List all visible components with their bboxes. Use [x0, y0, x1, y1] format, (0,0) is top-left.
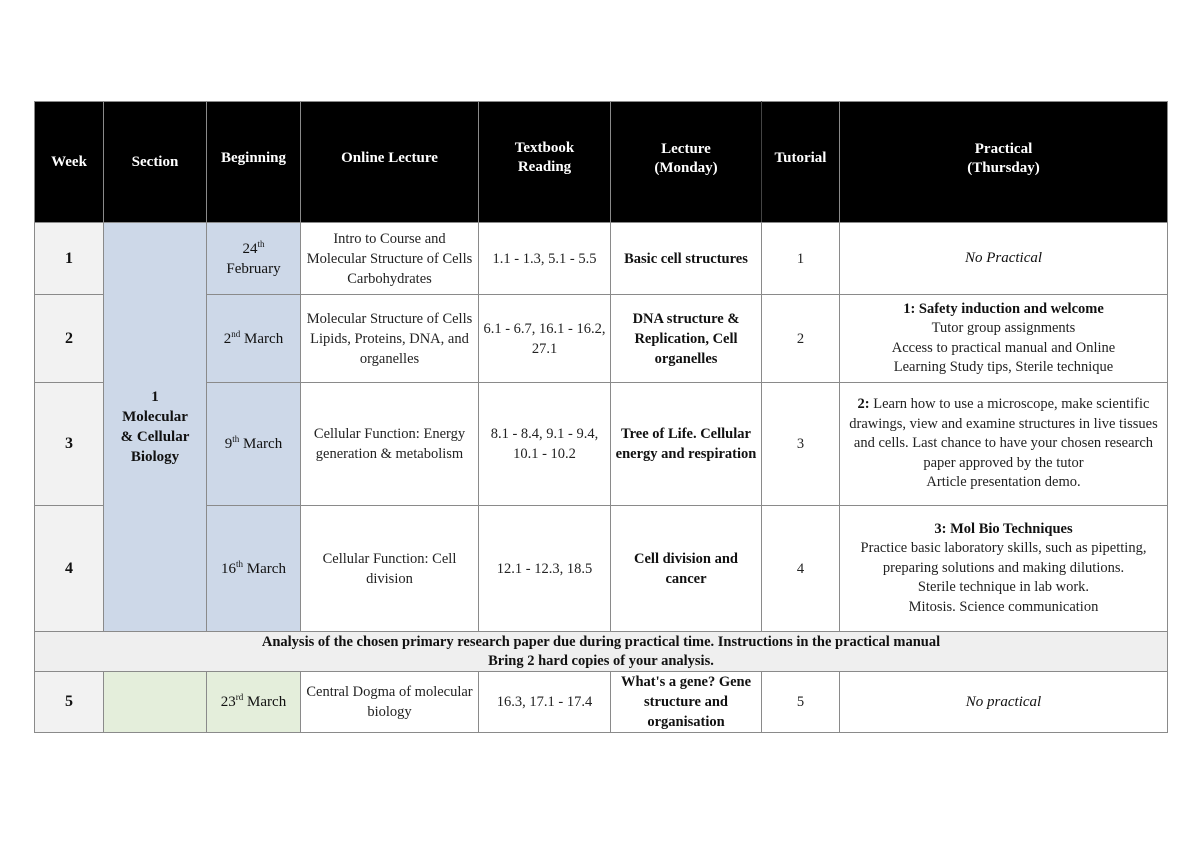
date-month: March [244, 330, 284, 347]
notice-cell [35, 632, 1168, 672]
notice-row [35, 632, 1168, 672]
week-number: 3 [35, 383, 104, 506]
section-cell [104, 223, 207, 632]
practical-line: Practice basic laboratory skills, such as pipetting, preparing solutions and making dilutions. [860, 540, 1147, 576]
notice-line1: Analysis of the chosen primary research paper due during practical time. Instructions in the practical manual [261, 633, 941, 650]
date-month: March [247, 694, 287, 710]
textbook-reading: 6.1 - 6.7, 16.1 - 16.2, 27.1 [479, 295, 611, 383]
lecture-topic: Cell division and cancer [611, 506, 762, 632]
practical-cell [840, 506, 1168, 632]
header-practical-line2: (Thursday) [967, 160, 1040, 176]
section-name-line1: Molecular [122, 409, 188, 425]
date-day: 9 [224, 436, 233, 452]
week-number: 1 [35, 223, 104, 295]
beginning-date [207, 506, 301, 632]
practical-line: Mitosis. Science communication [908, 598, 1099, 615]
section-cell [104, 672, 207, 733]
header-textbook-line2: Reading [517, 158, 572, 175]
section-number: 1 [151, 389, 159, 405]
lecture-topic: Basic cell structures [611, 223, 762, 295]
practical-line: Learn how to use a microscope, make scientific drawings, view and examine structures in live tissues and cells. Last chance to have your chosen research paper approved by the tutor [849, 396, 1158, 471]
section-name-line2: & Cellular [120, 429, 190, 445]
header-textbook-line1: Textbook [514, 139, 575, 156]
date-day: 16 [221, 560, 237, 577]
date-suffix: th [257, 238, 265, 249]
header-online-lecture: Online Lecture [301, 102, 479, 223]
date-day: 2 [223, 330, 232, 347]
online-lecture: Cellular Function: Cell division [301, 506, 479, 632]
lecture-topic: What's a gene? Gene structure and organisation [611, 672, 762, 733]
notice-line2: Bring 2 hard copies of your analysis. [488, 652, 714, 669]
header-lecture [611, 102, 762, 223]
practical-title: 1: Safety induction and welcome [903, 300, 1104, 317]
tutorial-number: 2 [762, 295, 840, 383]
header-beginning: Beginning [207, 102, 301, 223]
practical-title: 3: Mol Bio Techniques [934, 520, 1073, 537]
textbook-reading: 12.1 - 12.3, 18.5 [479, 506, 611, 632]
date-suffix: nd [231, 328, 241, 339]
practical-cell [840, 295, 1168, 383]
date-suffix: rd [235, 692, 244, 702]
practical-line: Sterile technique in lab work. [917, 579, 1090, 596]
header-tutorial: Tutorial [762, 102, 840, 223]
header-section: Section [104, 102, 207, 223]
header-practical-line1: Practical [974, 141, 1033, 157]
week-number: 2 [35, 295, 104, 383]
practical-cell: No Practical [840, 223, 1168, 295]
header-practical [840, 102, 1168, 223]
date-suffix: th [236, 558, 244, 569]
practical-title: 2: [857, 396, 870, 413]
practical-cell: No practical [840, 672, 1168, 733]
tutorial-number: 1 [762, 223, 840, 295]
beginning-date [207, 295, 301, 383]
header-textbook-reading [479, 102, 611, 223]
textbook-reading: 8.1 - 8.4, 9.1 - 9.4, 10.1 - 10.2 [479, 383, 611, 506]
date-month: March [246, 560, 286, 577]
online-lecture: Central Dogma of molecular biology [301, 672, 479, 733]
practical-line: Article presentation demo. [926, 474, 1081, 491]
beginning-date [207, 383, 301, 506]
header-lecture-line2: (Monday) [654, 160, 718, 176]
date-day: 24 [242, 240, 258, 257]
lecture-topic: Tree of Life. Cellular energy and respiration [611, 383, 762, 506]
week-number: 4 [35, 506, 104, 632]
week-number: 5 [35, 672, 104, 733]
schedule-table [34, 101, 1168, 733]
date-month: February [226, 260, 281, 277]
practical-cell [840, 383, 1168, 506]
table-row [35, 223, 1168, 295]
practical-line: Learning Study tips, Sterile technique [893, 359, 1114, 375]
lecture-topic: DNA structure & Replication, Cell organelles [611, 295, 762, 383]
textbook-reading: 1.1 - 1.3, 5.1 - 5.5 [479, 223, 611, 295]
tutorial-number: 3 [762, 383, 840, 506]
practical-line: Tutor group assignments [931, 320, 1076, 336]
header-lecture-line1: Lecture [661, 141, 711, 157]
tutorial-number: 4 [762, 506, 840, 632]
beginning-date [207, 672, 301, 733]
section-name-line3: Biology [130, 449, 180, 465]
tutorial-number: 5 [762, 672, 840, 733]
date-month: March [243, 436, 283, 452]
date-day: 23 [220, 694, 236, 710]
online-lecture: Intro to Course and Molecular Structure of Cells Carbohydrates [301, 223, 479, 295]
online-lecture: Molecular Structure of Cells Lipids, Proteins, DNA, and organelles [301, 295, 479, 383]
online-lecture: Cellular Function: Energy generation & metabolism [301, 383, 479, 506]
beginning-date [207, 223, 301, 295]
practical-line: Access to practical manual and Online [891, 339, 1116, 356]
header-row [35, 102, 1168, 223]
table-row [35, 672, 1168, 733]
textbook-reading: 16.3, 17.1 - 17.4 [479, 672, 611, 733]
header-week: Week [35, 102, 104, 223]
date-suffix: th [232, 434, 240, 444]
